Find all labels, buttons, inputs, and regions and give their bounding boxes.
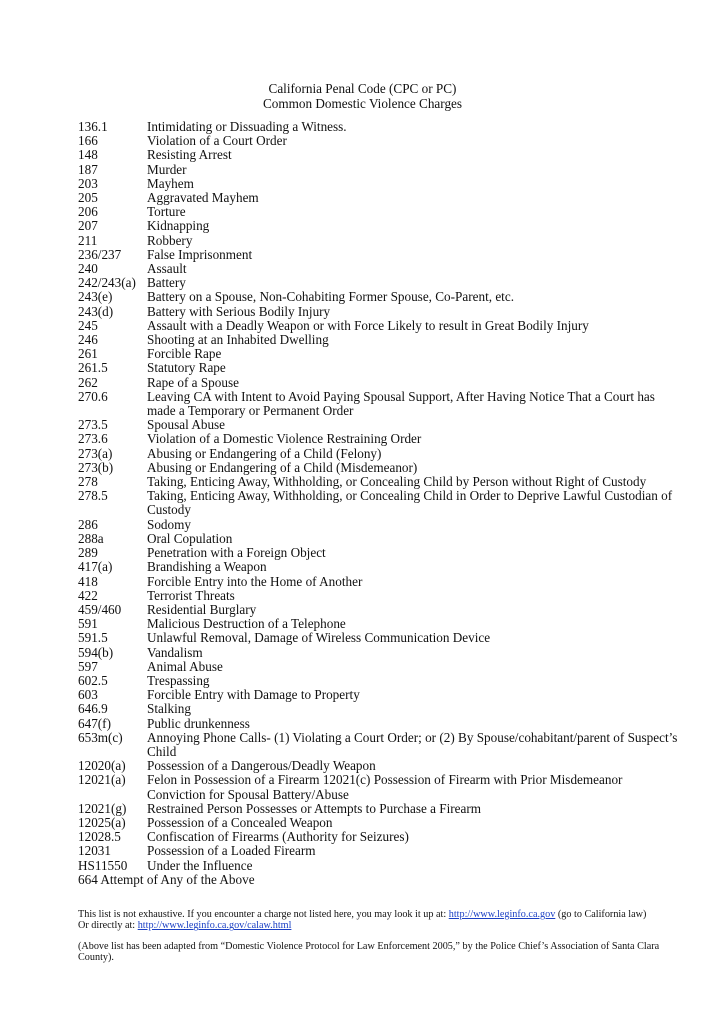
charge-code: 273.6 — [78, 431, 108, 447]
charge-code: 270.6 — [78, 388, 108, 404]
charge-code: 288a — [78, 530, 104, 546]
charge-code: 242/243(a) — [78, 275, 136, 291]
charge-description: Animal Abuse — [147, 658, 223, 674]
lookup-note-text: This list is not exhaustive. If you encounter a charge not listed here, you may look it up at: — [78, 909, 449, 920]
charge-description: Public drunkenness — [147, 715, 250, 731]
charge-code: 12021(g) — [78, 800, 127, 816]
charge-row — [78, 234, 678, 248]
charge-row — [78, 759, 678, 773]
charge-code: 286 — [78, 516, 98, 532]
charge-description: Kidnapping — [147, 218, 210, 234]
charge-row — [78, 376, 678, 390]
charge-row — [78, 603, 678, 617]
charge-code: 243(e) — [78, 289, 113, 305]
charge-code: 261 — [78, 346, 98, 362]
charge-code: 261.5 — [78, 360, 108, 376]
charge-code: 602.5 — [78, 672, 108, 688]
charge-row — [78, 702, 678, 716]
charge-row — [78, 802, 678, 816]
charge-row — [78, 177, 678, 191]
charge-code: 187 — [78, 161, 98, 177]
charge-description: Sodomy — [147, 516, 191, 532]
charge-code: HS11550 — [78, 857, 128, 873]
charge-row — [78, 191, 678, 205]
charge-code: 289 — [78, 545, 98, 561]
charge-row — [78, 489, 678, 517]
charge-description: Resisting Arrest — [147, 147, 232, 163]
charge-description: Forcible Entry with Damage to Property — [147, 687, 360, 703]
charge-description: Aggravated Mayhem — [147, 190, 259, 206]
charge-code: 591.5 — [78, 630, 108, 646]
charge-description: Oral Copulation — [147, 530, 233, 546]
charge-row — [78, 532, 678, 546]
charge-row — [78, 120, 678, 134]
charge-code: 273.5 — [78, 417, 108, 433]
charge-row — [78, 518, 678, 532]
charge-code: 12025(a) — [78, 814, 126, 830]
charge-description: Forcible Rape — [147, 346, 222, 362]
charge-row — [78, 830, 678, 844]
adapted-note: (Above list has been adapted from “Domestic Violence Protocol for Law Enforcement 2005,” by the Police Chief’s Association of Santa Clara County). — [78, 940, 660, 964]
charge-code: 597 — [78, 658, 98, 674]
charge-row — [78, 717, 678, 731]
charge-row — [78, 418, 678, 432]
charge-row — [78, 347, 678, 361]
charge-code: 166 — [78, 133, 98, 149]
footnotes — [78, 909, 678, 973]
charge-code: 148 — [78, 147, 98, 163]
charge-description: Battery on a Spouse, Non-Cohabiting Former Spouse, Co-Parent, etc. — [147, 289, 514, 305]
charge-description: Violation of a Domestic Violence Restraining Order — [147, 431, 422, 447]
charge-description: Battery with Serious Bodily Injury — [147, 303, 331, 319]
charge-row — [78, 290, 678, 304]
charge-row — [78, 589, 678, 603]
charge-description: Annoying Phone Calls- (1) Violating a Court Order; or (2) By Spouse/cohabitant/parent of Suspect’s Child — [147, 729, 678, 759]
charge-description: Stalking — [147, 701, 191, 717]
charge-row — [78, 276, 678, 290]
charge-description: Confiscation of Firearms (Authority for Seizures) — [147, 829, 409, 845]
charge-row — [78, 461, 678, 475]
charge-code: 594(b) — [78, 644, 114, 660]
charge-row — [78, 219, 678, 233]
charge-row — [78, 262, 678, 276]
charge-description: Under the Influence — [147, 857, 253, 873]
charge-code: 203 — [78, 175, 98, 191]
charge-row — [78, 163, 678, 177]
charge-list — [78, 120, 678, 887]
charge-code: 273(a) — [78, 445, 113, 461]
charge-text: 664 Attempt of Any of the Above — [78, 871, 255, 887]
charge-description: Penetration with a Foreign Object — [147, 545, 326, 561]
charge-code: 205 — [78, 190, 98, 206]
charge-code: 236/237 — [78, 246, 122, 262]
charge-row — [78, 546, 678, 560]
charge-row — [78, 475, 678, 489]
charge-code: 246 — [78, 332, 98, 348]
calaw-link[interactable]: http://www.leginfo.ca.gov/calaw.html — [137, 920, 292, 932]
charge-row — [78, 361, 678, 375]
charge-code: 422 — [78, 587, 98, 603]
charge-description: Assault with a Deadly Weapon or with Force Likely to result in Great Bodily Injury — [147, 317, 589, 333]
charge-row — [78, 390, 678, 418]
charge-row — [78, 773, 678, 801]
charge-description: Unlawful Removal, Damage of Wireless Communication Device — [147, 630, 491, 646]
charge-row — [78, 447, 678, 461]
charge-description: Trespassing — [147, 672, 210, 688]
charge-row — [78, 205, 678, 219]
charge-code: 417(a) — [78, 559, 113, 575]
charge-row — [78, 660, 678, 674]
charge-description: Leaving CA with Intent to Avoid Paying Spousal Support, After Having Notice That a Court has made a Temporary or Permanent Order — [147, 388, 655, 419]
charge-description: Terrorist Threats — [147, 587, 235, 603]
charge-description: Vandalism — [147, 644, 203, 660]
title-line-2: Common Domestic Violence Charges — [262, 95, 463, 111]
charge-code: 653m(c) — [78, 729, 123, 745]
charge-row — [78, 816, 678, 830]
charge-description: Murder — [147, 161, 187, 177]
charge-description: Mayhem — [147, 175, 194, 191]
charge-description: Abusing or Endangering of a Child (Felony) — [147, 445, 382, 461]
charge-description: Felon in Possession of a Firearm 12021(c) Possession of Firearm with Prior Misdemeanor Conviction for Spousal Battery/Abuse — [147, 772, 623, 802]
charge-code: 206 — [78, 204, 98, 220]
charge-description: Possession of a Concealed Weapon — [147, 814, 333, 830]
charge-code: 278.5 — [78, 488, 108, 504]
charge-row — [78, 148, 678, 162]
charge-description: Possession of a Loaded Firearm — [147, 843, 316, 859]
charge-row — [78, 859, 678, 873]
charge-code: 459/460 — [78, 601, 122, 617]
document-title — [0, 82, 725, 111]
charge-code: 12028.5 — [78, 829, 121, 845]
charge-row — [78, 631, 678, 645]
charge-row — [78, 248, 678, 262]
charge-row — [78, 688, 678, 702]
charge-description: Possession of a Dangerous/Deadly Weapon — [147, 758, 376, 774]
charge-row — [78, 646, 678, 660]
charge-description: Brandishing a Weapon — [147, 559, 267, 575]
charge-code: 12020(a) — [78, 758, 126, 774]
charge-code: 136.1 — [78, 119, 108, 134]
charge-description: Malicious Destruction of a Telephone — [147, 616, 346, 632]
charge-code: 262 — [78, 374, 98, 390]
charge-description: Spousal Abuse — [147, 417, 226, 433]
charge-description: Forcible Entry into the Home of Another — [147, 573, 363, 589]
leginfo-link[interactable]: http://www.leginfo.ca.gov — [448, 909, 556, 920]
charge-description: Intimidating or Dissuading a Witness. — [147, 119, 347, 134]
charge-code: 12031 — [78, 843, 111, 859]
charge-description: Restrained Person Possesses or Attempts to Purchase a Firearm — [147, 800, 482, 816]
direct-note-text: Or directly at: — [78, 920, 138, 932]
charge-code: 603 — [78, 687, 98, 703]
charge-description: Taking, Enticing Away, Withholding, or Concealing Child by Person without Right of Custody — [147, 474, 647, 490]
charge-code: 591 — [78, 616, 98, 632]
charge-row — [78, 305, 678, 319]
charge-description: Battery — [147, 275, 186, 291]
charge-description: Torture — [147, 204, 186, 220]
charge-description: Abusing or Endangering of a Child (Misdemeanor) — [147, 459, 418, 475]
charge-code: 245 — [78, 317, 98, 333]
charge-description: Rape of a Spouse — [147, 374, 239, 390]
charge-code: 207 — [78, 218, 98, 234]
charge-row — [78, 333, 678, 347]
charge-code: 12021(a) — [78, 772, 126, 788]
charge-code: 646.9 — [78, 701, 108, 717]
title-line-1: California Penal Code (CPC or PC) — [268, 81, 457, 96]
lookup-note-suffix: (go to California law) — [555, 909, 647, 920]
charge-row — [78, 617, 678, 631]
charge-code: 278 — [78, 474, 98, 490]
charge-code: 647(f) — [78, 715, 111, 731]
charge-row — [78, 674, 678, 688]
charge-code: 211 — [78, 232, 98, 248]
charge-row — [78, 731, 678, 759]
charge-description: Assault — [147, 261, 187, 277]
charge-row — [78, 319, 678, 333]
charge-row-attempt — [78, 873, 678, 887]
charge-description: Statutory Rape — [147, 360, 226, 376]
charge-description: Taking, Enticing Away, Withholding, or Concealing Child in Order to Deprive Lawful Custodian of Custody — [147, 488, 673, 518]
charge-code: 418 — [78, 573, 98, 589]
charge-row — [78, 432, 678, 446]
charge-description: False Imprisonment — [147, 246, 253, 262]
charge-row — [78, 560, 678, 574]
charge-row — [78, 575, 678, 589]
charge-code: 273(b) — [78, 459, 114, 475]
charge-description: Robbery — [147, 232, 193, 248]
charge-description: Residential Burglary — [147, 601, 257, 617]
charge-code: 240 — [78, 261, 98, 277]
lookup-note — [78, 909, 678, 932]
charge-description: Shooting at an Inhabited Dwelling — [147, 332, 329, 348]
charge-row — [78, 844, 678, 858]
charge-row — [78, 134, 678, 148]
charge-code: 243(d) — [78, 303, 114, 319]
charge-description: Violation of a Court Order — [147, 133, 287, 149]
